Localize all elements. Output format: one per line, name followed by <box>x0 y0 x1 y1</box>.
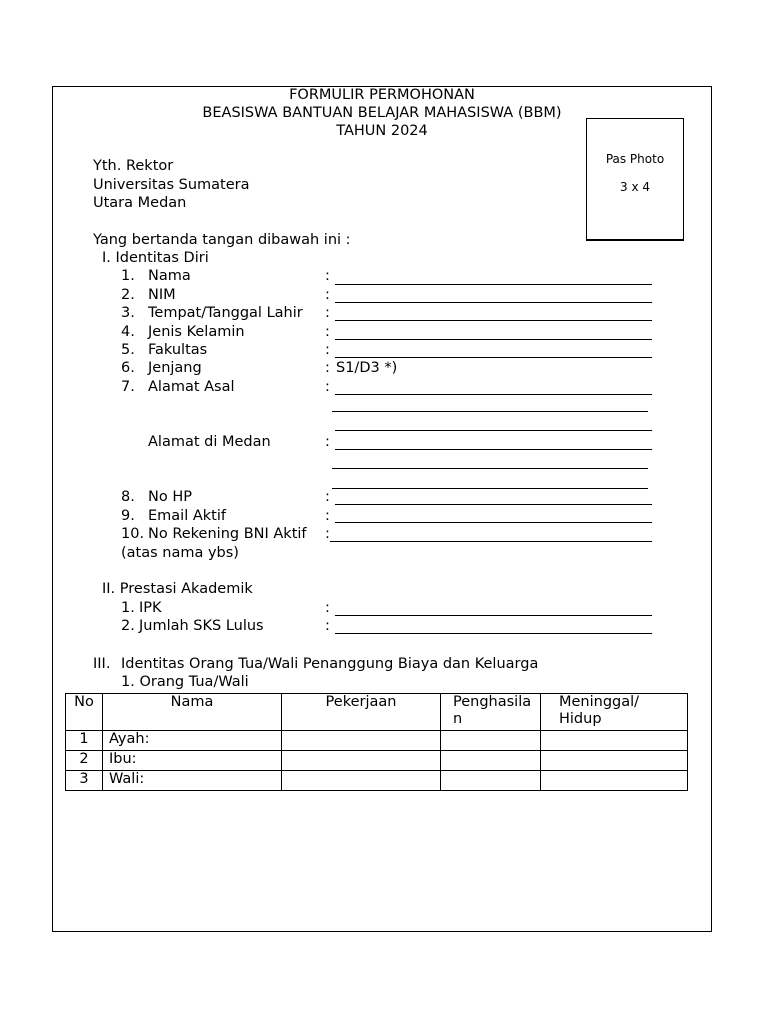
field-num: 4. <box>121 324 135 340</box>
field-colon: : <box>325 268 330 284</box>
header-pekerjaan: Pekerjaan <box>282 694 441 731</box>
jenis-kelamin-input-line[interactable] <box>335 339 652 340</box>
field-label-rekening: No Rekening BNI Aktif <box>148 526 307 542</box>
field-label-no-hp: No HP <box>148 489 192 505</box>
cell-pekerjaan[interactable] <box>282 731 441 751</box>
form-subtitle: BEASISWA BANTUAN BELAJAR MAHASISWA (BBM) <box>202 105 562 121</box>
table-row <box>66 771 688 791</box>
cell-pekerjaan[interactable] <box>282 751 441 771</box>
field-label-alamat-asal: Alamat Asal <box>148 379 235 395</box>
header-no: No <box>66 694 103 731</box>
cell-status[interactable] <box>541 751 688 771</box>
field-label-nim: NIM <box>148 287 176 303</box>
field-num: 10. <box>121 526 145 542</box>
rekening-note: (atas nama ybs) <box>121 545 239 561</box>
field-label-jenjang: Jenjang <box>148 360 202 376</box>
field-colon: : <box>325 618 330 634</box>
field-colon: : <box>325 342 330 358</box>
field-num: 7. <box>121 379 135 395</box>
field-num: 1. <box>121 600 135 616</box>
pas-photo-label: Pas Photo <box>605 152 665 166</box>
field-num: 8. <box>121 489 135 505</box>
addressee-line-3: Utara Medan <box>93 195 187 211</box>
field-num: 6. <box>121 360 135 376</box>
alamat-medan-line-1[interactable] <box>335 449 652 450</box>
cell-nama[interactable]: Ibu: <box>103 751 282 771</box>
field-colon: : <box>325 324 330 340</box>
table-row <box>66 751 688 771</box>
sks-input-line[interactable] <box>335 633 652 634</box>
cell-penghasilan[interactable] <box>441 771 541 791</box>
field-num: 9. <box>121 508 135 524</box>
cell-pekerjaan[interactable] <box>282 771 441 791</box>
field-num: 3. <box>121 305 135 321</box>
ipk-input-line[interactable] <box>335 615 652 616</box>
no-hp-input-line[interactable] <box>335 504 652 505</box>
field-colon: : <box>325 379 330 395</box>
cell-status[interactable] <box>541 731 688 751</box>
cell-penghasilan[interactable] <box>441 731 541 751</box>
field-num: 5. <box>121 342 135 358</box>
pas-photo-size: 3 x 4 <box>620 180 650 194</box>
addressee-line-2: Universitas Sumatera <box>93 177 250 193</box>
section-1-title: I. Identitas Diri <box>102 250 209 266</box>
cell-nama[interactable]: Wali: <box>103 771 282 791</box>
alamat-medan-line-3[interactable] <box>332 488 648 489</box>
alamat-medan-line-2[interactable] <box>332 468 648 469</box>
table-row <box>66 731 688 751</box>
header-penghasilan: Penghasilan <box>441 694 541 731</box>
nama-input-line[interactable] <box>335 284 652 285</box>
email-input-line[interactable] <box>335 522 652 523</box>
header-nama: Nama <box>103 694 282 731</box>
pas-photo-box <box>586 118 684 241</box>
field-label-ipk: IPK <box>139 600 162 616</box>
form-year: TAHUN 2024 <box>336 123 428 139</box>
field-label-nama: Nama <box>148 268 191 284</box>
field-label-sks: Jumlah SKS Lulus <box>139 618 264 634</box>
field-colon: : <box>325 600 330 616</box>
section-3-subtitle: 1. Orang Tua/Wali <box>121 674 249 690</box>
cell-status[interactable] <box>541 771 688 791</box>
field-colon: : <box>325 287 330 303</box>
cell-no: 1 <box>66 731 103 751</box>
field-label-ttl: Tempat/Tanggal Lahir <box>148 305 303 321</box>
field-num: 2. <box>121 287 135 303</box>
cell-no: 3 <box>66 771 103 791</box>
jenjang-value[interactable]: S1/D3 *) <box>336 360 398 376</box>
field-num: 2. <box>121 618 135 634</box>
header-meninggal-hidup: Meninggal/ Hidup <box>541 694 688 731</box>
field-colon: : <box>325 526 330 542</box>
section-3-title: Identitas Orang Tua/Wali Penanggung Biaya dan Keluarga <box>121 656 539 672</box>
field-colon: : <box>325 508 330 524</box>
table-header-row <box>66 694 688 731</box>
cell-nama[interactable]: Ayah: <box>103 731 282 751</box>
cell-no: 2 <box>66 751 103 771</box>
alamat-asal-line-3[interactable] <box>335 430 652 431</box>
field-label-jenis-kelamin: Jenis Kelamin <box>148 324 245 340</box>
cell-penghasilan[interactable] <box>441 751 541 771</box>
fakultas-input-line[interactable] <box>335 357 652 358</box>
alamat-asal-line-1[interactable] <box>335 394 652 395</box>
field-label-email: Email Aktif <box>148 508 226 524</box>
field-colon: : <box>325 434 330 450</box>
section-2-title: II. Prestasi Akademik <box>102 581 253 597</box>
ttl-input-line[interactable] <box>335 320 652 321</box>
field-colon: : <box>325 305 330 321</box>
rekening-input-line[interactable] <box>330 541 652 542</box>
intro-text: Yang bertanda tangan dibawah ini : <box>93 232 351 248</box>
field-num: 1. <box>121 268 135 284</box>
family-table <box>65 693 688 791</box>
alamat-asal-line-2[interactable] <box>332 411 648 412</box>
form-title: FORMULIR PERMOHONAN <box>289 87 475 103</box>
field-colon: : <box>325 360 330 376</box>
nim-input-line[interactable] <box>335 302 652 303</box>
field-label-fakultas: Fakultas <box>148 342 208 358</box>
field-colon: : <box>325 489 330 505</box>
field-label-alamat-medan: Alamat di Medan <box>148 434 271 450</box>
section-3-roman: III. <box>93 656 111 672</box>
addressee-line-1: Yth. Rektor <box>93 158 174 174</box>
